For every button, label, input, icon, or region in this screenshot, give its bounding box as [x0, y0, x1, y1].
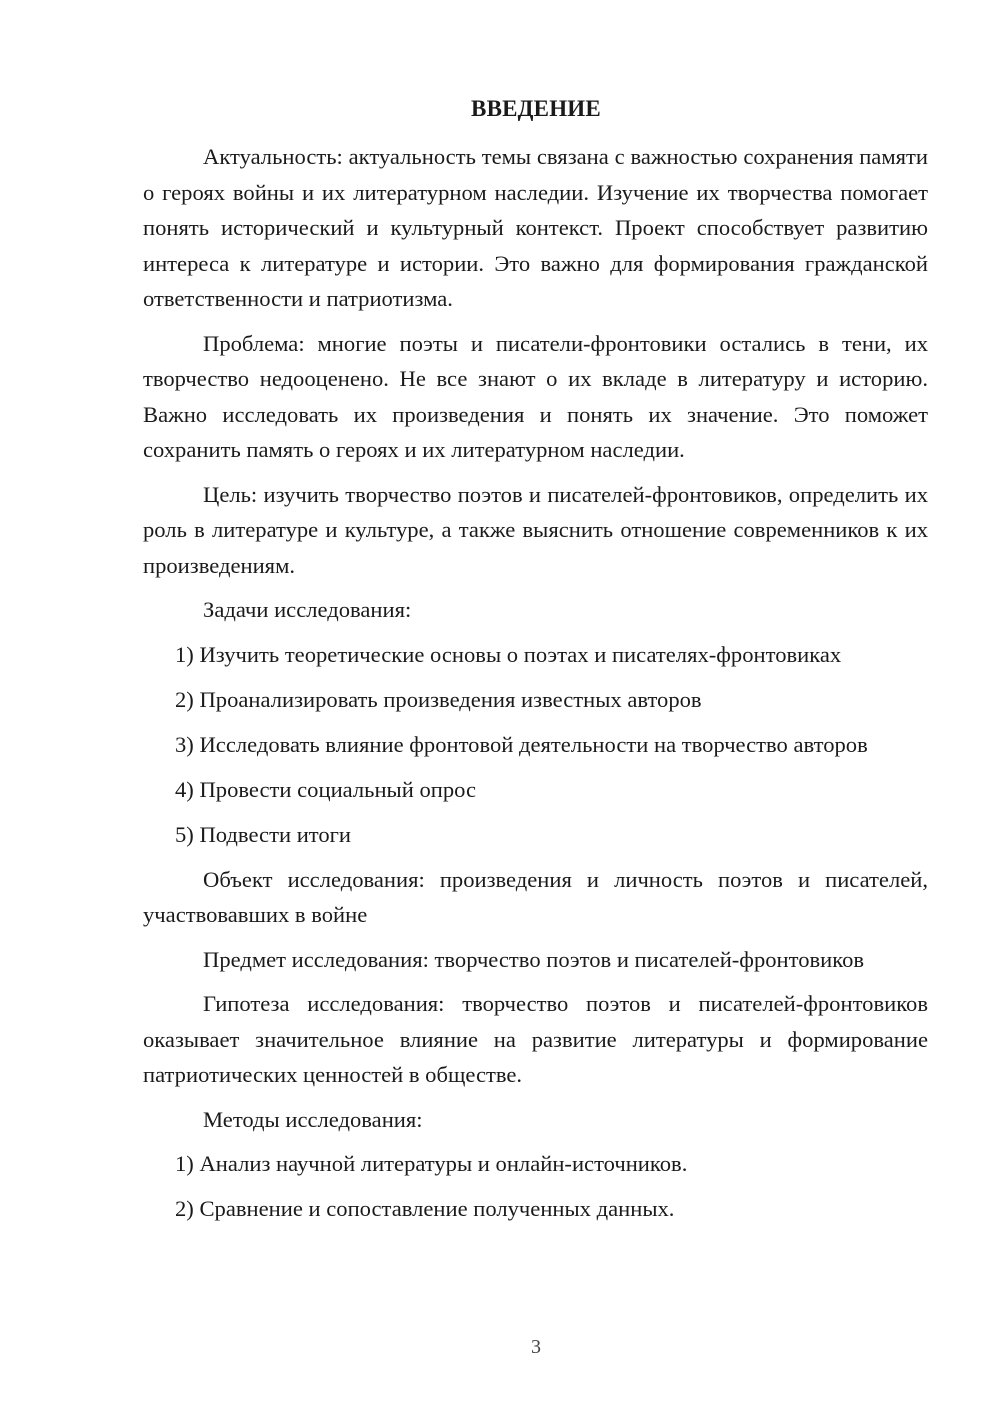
hypothesis-paragraph: Гипотеза исследования: творчество поэтов и писателей-фронтовиков оказывает значительное влияние на развитие литературы и формирование патриотических ценностей в обществе. — [143, 991, 928, 1087]
object-paragraph: Объект исследования: произведения и личность поэтов и писателей, участвовавших в войне — [143, 866, 928, 927]
task-item-3: 3) Исследовать влияние фронтовой деятельности на творчество авторов — [175, 731, 868, 757]
task-item-4: 4) Провести социальный опрос — [175, 776, 477, 802]
subject-paragraph: Предмет исследования: творчество поэтов и писателей-фронтовиков — [203, 946, 865, 972]
task-item-1: 1) Изучить теоретические основы о поэтах и писателях-фронтовиках — [175, 641, 842, 667]
page-content — [143, 139, 928, 1236]
method-item-2: 2) Сравнение и сопоставление полученных данных. — [175, 1196, 675, 1221]
relevance-paragraph: Актуальность: актуальность темы связана с важностью сохранения памяти о героях войны и их литературном наследии. Изучение их творчества помогает понять исторический и культурный контекст. Проект способствует развитию интереса к литературе и истории. Это важно для формирования гражданской ответственности и патриотизма. — [143, 144, 928, 311]
goal-paragraph: Цель: изучить творчество поэтов и писателей-фронтовиков, определить их роль в литературе и культуре, а также выяснить отношение современников к их произведениям. — [143, 481, 928, 578]
methods-heading: Методы исследования: — [203, 1106, 423, 1132]
problem-paragraph: Проблема: многие поэты и писатели-фронтовики остались в тени, их творчество недооценено. Не все знают о их вкладе в литературу и историю. Важно исследовать их произведения и понять их значение. Это поможет сохранить память о героях и их литературном наследии. — [143, 330, 928, 462]
page-number: 3 — [531, 1336, 541, 1358]
task-item-5: 5) Подвести итоги — [175, 821, 352, 847]
tasks-heading: Задачи исследования: — [203, 597, 412, 622]
method-item-1: 1) Анализ научной литературы и онлайн-источников. — [175, 1151, 688, 1176]
task-item-2: 2) Проанализировать произведения известных авторов — [175, 686, 702, 712]
page-title: ВВЕДЕНИЕ — [471, 96, 601, 121]
